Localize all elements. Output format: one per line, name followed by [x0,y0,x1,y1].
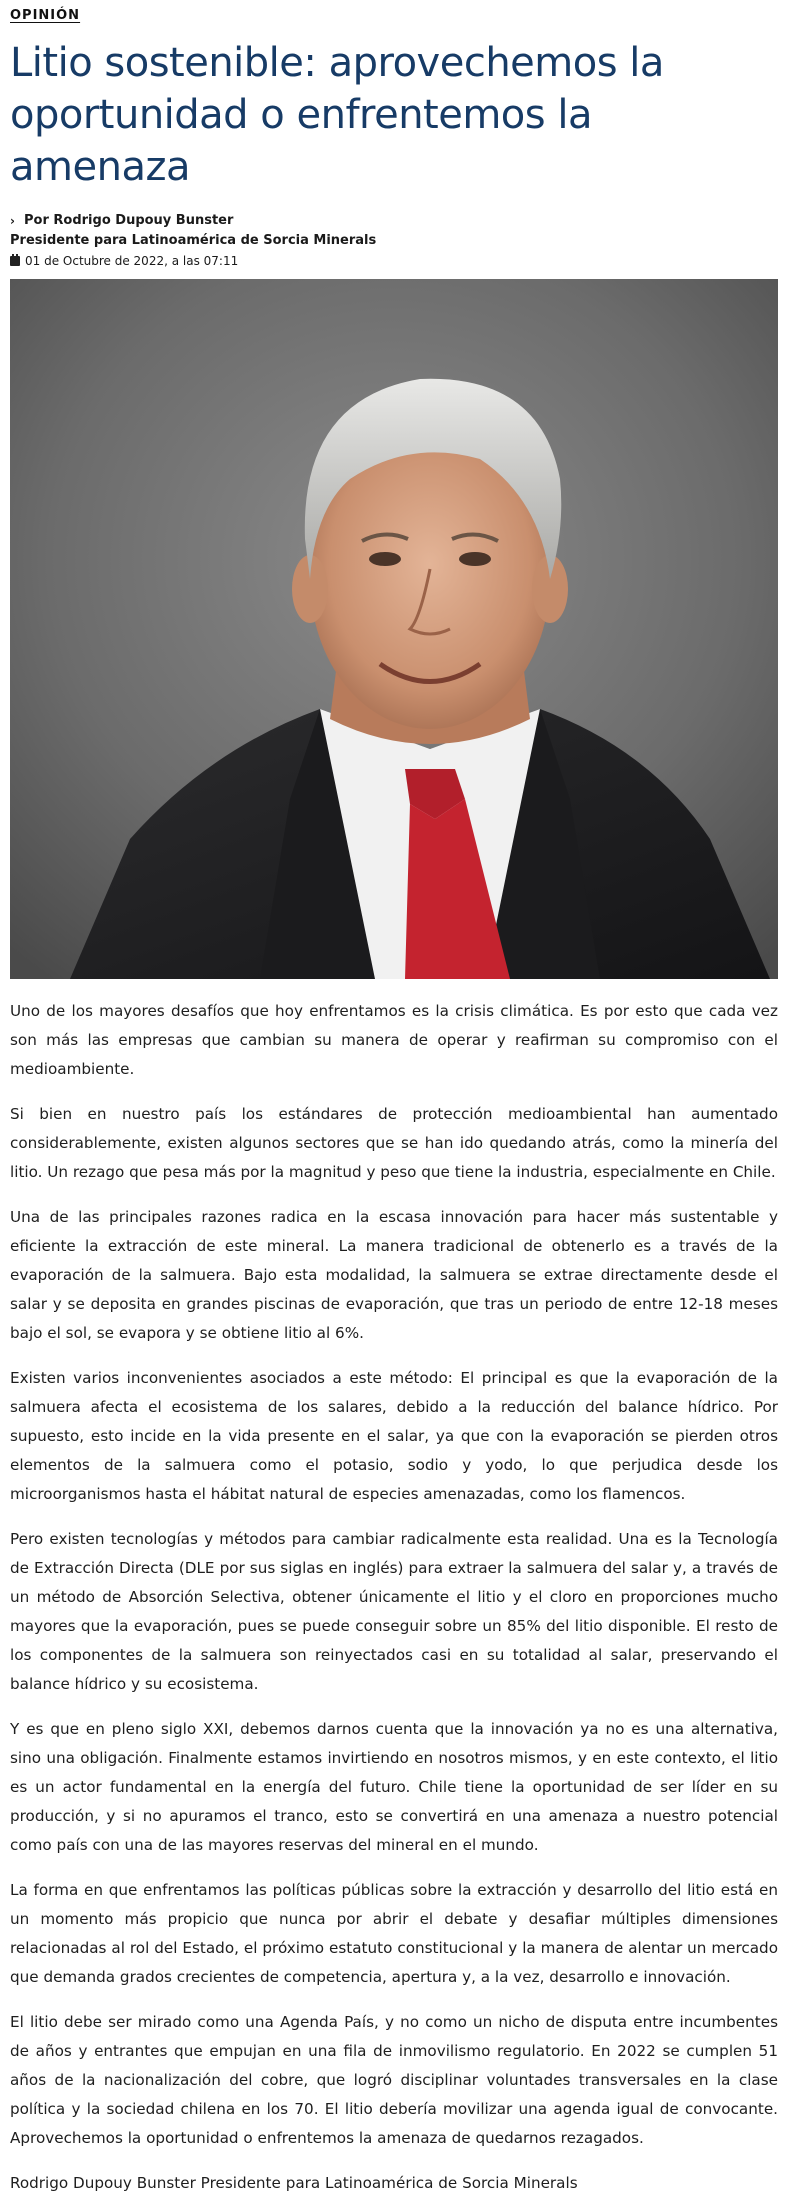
paragraph: Y es que en pleno siglo XXI, debemos darnos cuenta que la innovación ya no es una alternativa, sino una obligación. Finalmente estamos invirtiendo en nosotros mismos, y en este contexto, el litio es un actor fundamental en la energía del futuro. Chile tiene la oportunidad de ser líder en su producción, y si no apuramos el tranco, esto se convertirá en una amenaza a nuestro potencial como país con una de las mayores reservas del mineral en el mundo. [10,1720,778,1854]
article-body [10,997,778,2198]
author-byline[interactable]: Por Rodrigo Dupouy Bunster [24,213,234,228]
publish-date: 01 de Octubre de 2022, a las 07:11 [25,254,239,268]
article-meta [10,211,778,271]
author-signature: Rodrigo Dupouy Bunster Presidente para Latinoamérica de Sorcia Minerals [10,2174,578,2192]
author-role: Presidente para Latinoamérica de Sorcia Minerals [10,233,377,248]
author-photo [10,279,778,979]
author-line [10,211,778,231]
calendar-icon [10,256,20,266]
paragraph: Si bien en nuestro país los estándares de protección medioambiental han aumentado considerablemente, existen algunos sectores que se han ido quedando atrás, como la minería del litio. Un rezago que pesa más por la magnitud y peso que tiene la industria, especialmente en Chile. [10,1105,778,1181]
article-title: Litio sostenible: aprovechemos la oportunidad o enfrentemos la amenaza [10,40,664,190]
chevron-right-icon: › [10,214,15,228]
paragraph: Existen varios inconvenientes asociados a este método: El principal es que la evaporación de la salmuera afecta el ecosistema de los salares, debido a la reducción del balance hídrico. Por supuesto, esto incide en la vida presente en el salar, ya que con la evaporación se pierden otros elementos de la salmuera como el potasio, sodio y yodo, lo que perjudica desde los microorganismos hasta el hábitat natural de especies amenazadas, como los flamencos. [10,1369,778,1503]
paragraph: El litio debe ser mirado como una Agenda País, y no como un nicho de disputa entre incumbentes de años y entrantes que empujan en una fila de inmovilismo regulatorio. En 2022 se cumplen 51 años de la nacionalización del cobre, que logró disciplinar voluntades transversales en la clase política y la sociedad chilena en los 70. El litio debería movilizar una agenda igual de convocante. Aprovechemos la oportunidad o enfrentemos la amenaza de quedarnos rezagados. [10,2013,778,2147]
paragraph: Pero existen tecnologías y métodos para cambiar radicalmente esta realidad. Una es la Tecnología de Extracción Directa (DLE por sus siglas en inglés) para extraer la salmuera del salar y, a través de un método de Absorción Selectiva, obtener únicamente el litio y el cloro en proporciones mucho mayores que la evaporación, pues se puede conseguir sobre un 85% del litio disponible. El resto de los componentes de la salmuera son reinyectados casi en su totalidad al salar, preservando el balance hídrico y su ecosistema. [10,1530,778,1693]
paragraph: La forma en que enfrentamos las políticas públicas sobre la extracción y desarrollo del litio está en un momento más propicio que nunca por abrir el debate y desafiar múltiples dimensiones relacionadas al rol del Estado, el próximo estatuto constitucional y la manera de alentar un mercado que demanda grados crecientes de competencia, apertura y, a la vez, desarrollo e innovación. [10,1881,778,1986]
paragraph: Uno de los mayores desafíos que hoy enfrentamos es la crisis climática. Es por esto que cada vez son más las empresas que cambian su manera de operar y reafirman su compromiso con el medioambiente. [10,1002,778,1078]
paragraph: Una de las principales razones radica en la escasa innovación para hacer más sustentable y eficiente la extracción de este mineral. La manera tradicional de obtenerlo es a través de la evaporación de la salmuera. Bajo esta modalidad, la salmuera se extrae directamente desde el salar y se deposita en grandes piscinas de evaporación, que tras un periodo de entre 12-18 meses bajo el sol, se evapora y se obtiene litio al 6%. [10,1208,778,1342]
section-link[interactable]: OPINIÓN [10,8,81,23]
publish-date-line [10,251,778,271]
article-container [10,0,778,2198]
